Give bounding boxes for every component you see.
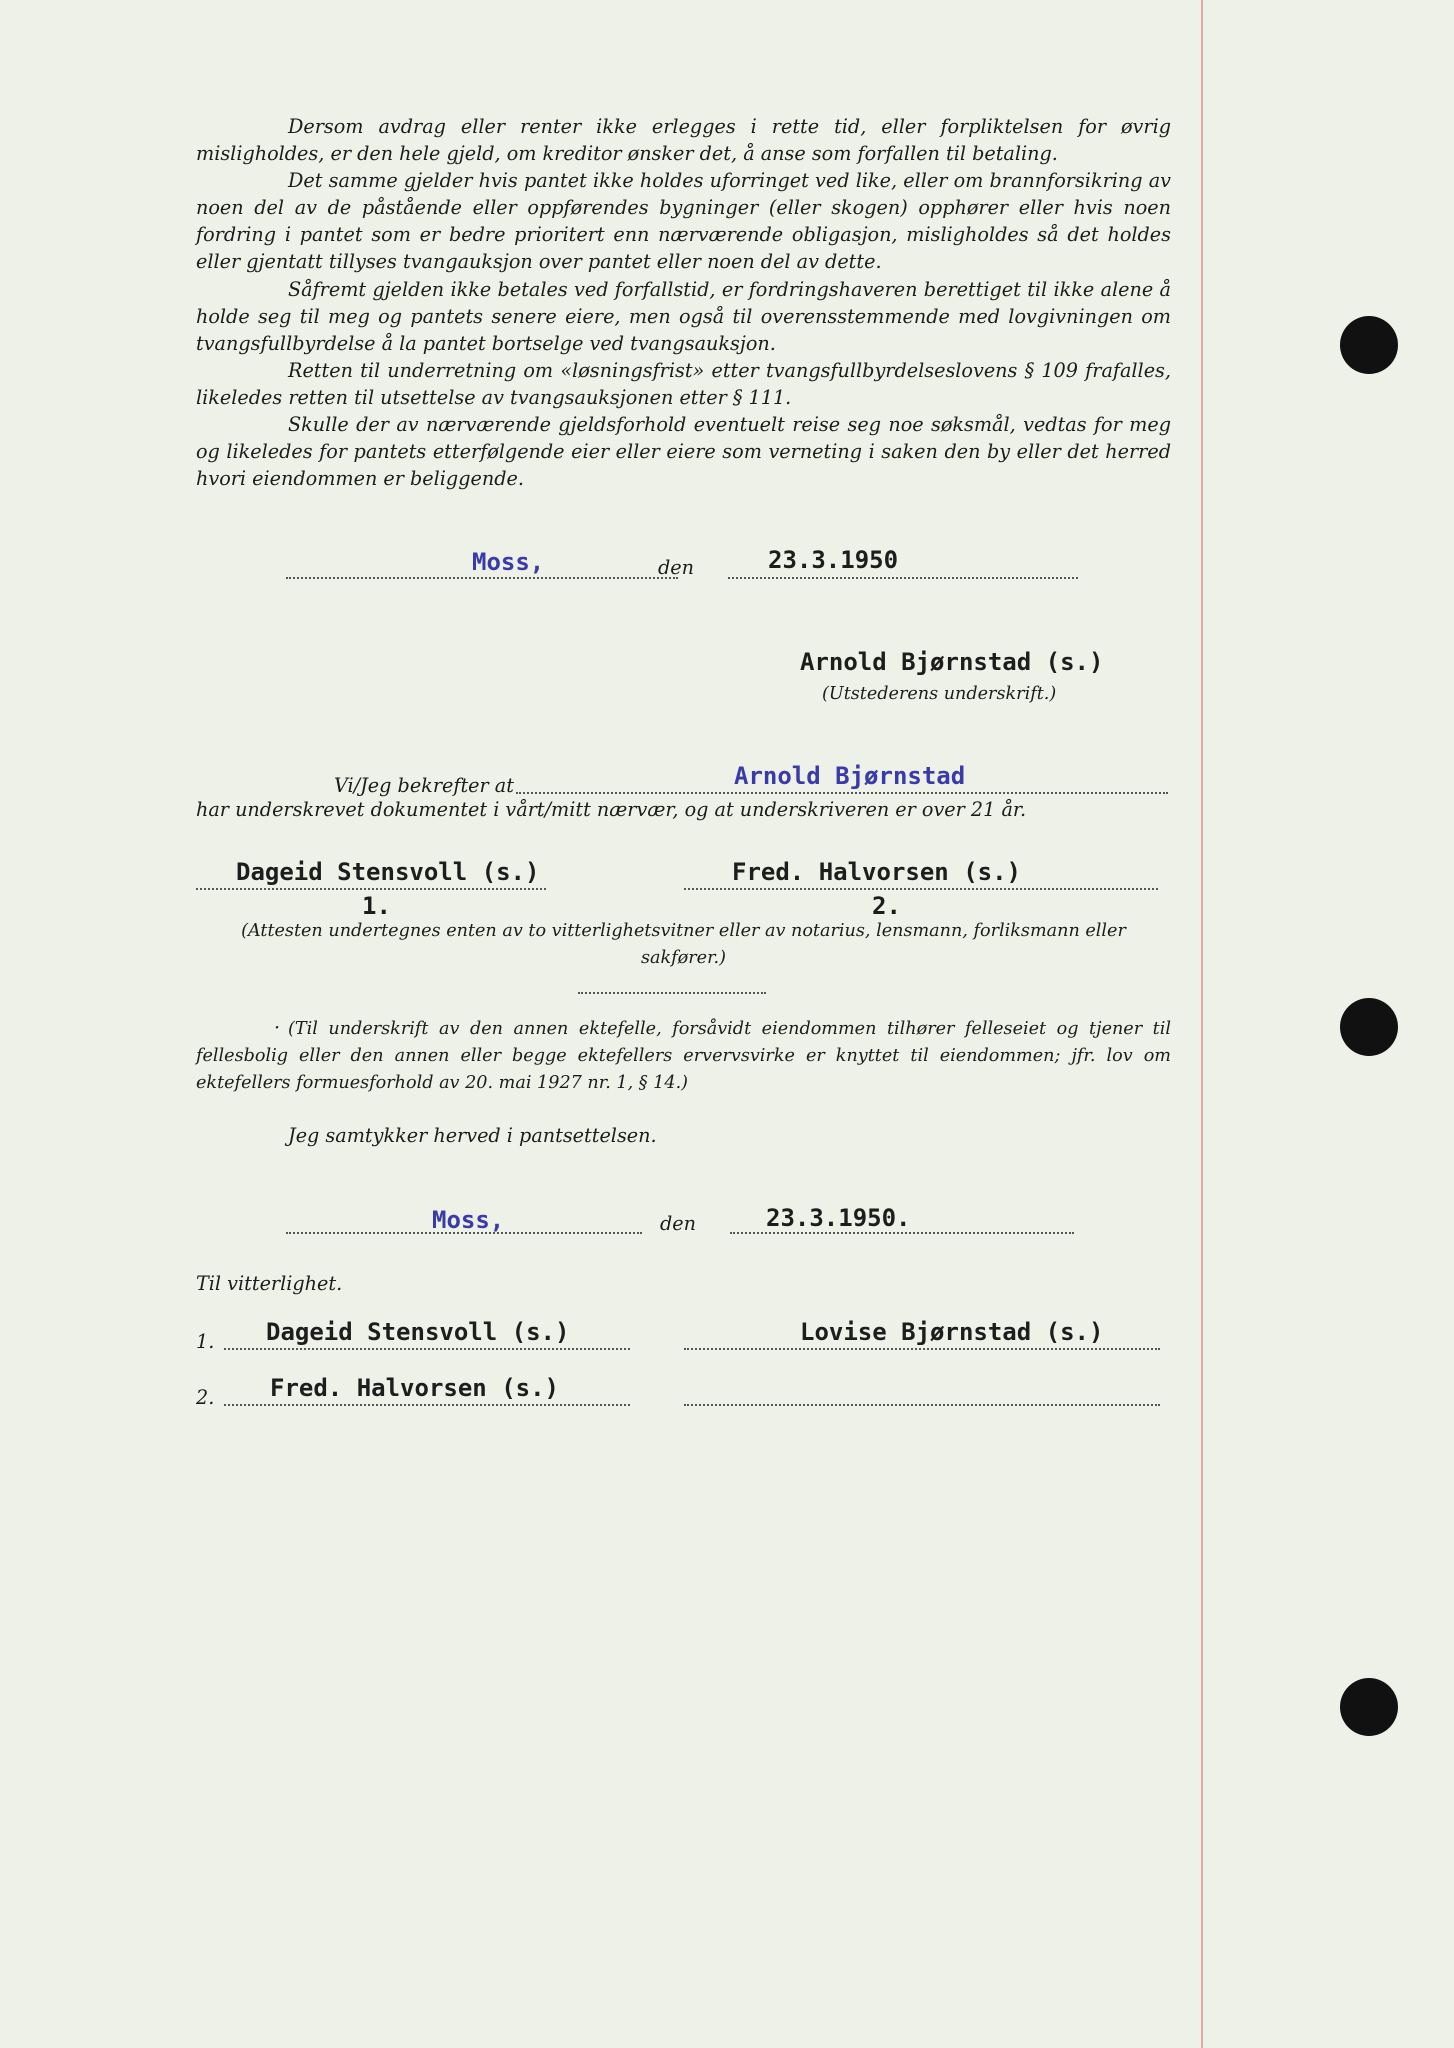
witness-1-number: 1. xyxy=(362,892,391,920)
confirmation-prefix: Vi/Jeg bekrefter at xyxy=(334,774,514,797)
consent-text: Jeg samtykker herved i pantsettelsen. xyxy=(288,1124,657,1147)
place-stamp-2: Moss, xyxy=(432,1206,505,1234)
witness-row-2-dotted-line xyxy=(224,1404,630,1406)
clause-notice: Retten til underretning om «løsningsfrist» etter tvangsfullbyrdelseslovens § 109 frafalles, likeledes retten til utsettelse av tvangsauksjonen etter § 111. xyxy=(196,358,1171,409)
date-stamp-2: 23.3.1950. xyxy=(766,1204,911,1232)
punch-hole-icon xyxy=(1340,1678,1398,1736)
punch-hole-icon xyxy=(1340,998,1398,1056)
empty-signature-dotted-line xyxy=(684,1404,1160,1406)
issuer-signature: Arnold Bjørnstad (s.) xyxy=(800,648,1104,676)
issuer-caption: (Utstederens underskrift.) xyxy=(822,684,1057,704)
confirmed-name-stamp: Arnold Bjørnstad xyxy=(734,762,966,790)
short-dotted-line xyxy=(578,992,766,994)
confirmation-statement: har underskrevet dokumentet i vårt/mitt nærvær, og at underskriveren er over 21 år. xyxy=(196,798,1027,821)
witness-row-1-signature: Dageid Stensvoll (s.) xyxy=(266,1318,570,1346)
punch-hole-icon xyxy=(1340,316,1398,374)
note-bullet: · xyxy=(274,1016,281,1039)
clause-insurance: Det samme gjelder hvis pantet ikke holdes uforringet ved like, eller om brannforsikring av noen del av de påstående eller oppførendes bygninger (eller skogen) opphører eller hvis noen fordring i pantet som er bedre prioritert enn nærværende obligasjon, misligholdes så det holdes eller gjentatt tillyses tvangauksjon over pantet eller noen del av dette. xyxy=(196,169,1171,274)
date-dotted-line xyxy=(728,577,1078,579)
spouse-signature: Lovise Bjørnstad (s.) xyxy=(800,1318,1104,1346)
witness-row-2-signature: Fred. Halvorsen (s.) xyxy=(270,1374,559,1402)
witness-2-dotted-line xyxy=(684,888,1158,890)
date-stamp: 23.3.1950 xyxy=(768,546,899,574)
witness-row-1-number: 1. xyxy=(196,1330,215,1353)
witness-1-dotted-line xyxy=(196,888,546,890)
margin-line xyxy=(1201,0,1203,2048)
witness-row-1-dotted-line xyxy=(224,1348,630,1350)
date-dotted-line-2 xyxy=(730,1232,1074,1234)
spouse-signature-dotted-line xyxy=(684,1348,1160,1350)
clause-default: Dersom avdrag eller renter ikke erlegges i rette tid, eller forpliktelsen for øvrig misligholdes, er den hele gjeld, om kreditor ønsker det, å anse som forfallen til betaling. xyxy=(196,115,1171,166)
name-dotted-line xyxy=(516,792,1168,794)
witness-1-signature: Dageid Stensvoll (s.) xyxy=(236,858,540,886)
witness-2-signature: Fred. Halvorsen (s.) xyxy=(732,858,1021,886)
spouse-note: (Til underskrift av den annen ektefelle, forsåvidt eiendommen tilhører felleseiet og tjener til fellesbolig eller den annen eller begge ektefellers ervervsvirke er knyttet til eiendommen; jfr. lov om ektefellers formuesforhold av 20. mai 1927 nr. 1, § 14.) xyxy=(196,1019,1171,1093)
attest-note: (Attesten undertegnes enten av to vitterlighetsvitner eller av notarius, lensmann, forliksmann eller sakfører.) xyxy=(241,921,1126,968)
place-dotted-line xyxy=(286,577,678,579)
witness-2-number: 2. xyxy=(872,892,901,920)
clause-venue: Skulle der av nærværende gjeldsforhold eventuelt reise seg noe søksmål, vedtas for meg og likeledes for pantets etterfølgende eier eller eiere som verneting i saken den by eller det herred hvori eiendommen er beliggende. xyxy=(196,413,1171,491)
den-label-2: den xyxy=(660,1212,696,1235)
terms-text xyxy=(196,113,1171,492)
witness-heading: Til vitterlighet. xyxy=(196,1272,343,1295)
place-stamp: Moss, xyxy=(472,548,545,576)
den-label: den xyxy=(658,556,694,579)
clause-forced-sale: Såfremt gjelden ikke betales ved forfallstid, er fordringshaveren berettiget til ikke alene å holde seg til meg og pantets senere eiere, men også til overensstemmende med lovgivningen om tvangsfullbyrdelse å la pantet bortselge ved tvangsauksjon. xyxy=(196,277,1171,355)
witness-row-2-number: 2. xyxy=(196,1386,215,1409)
